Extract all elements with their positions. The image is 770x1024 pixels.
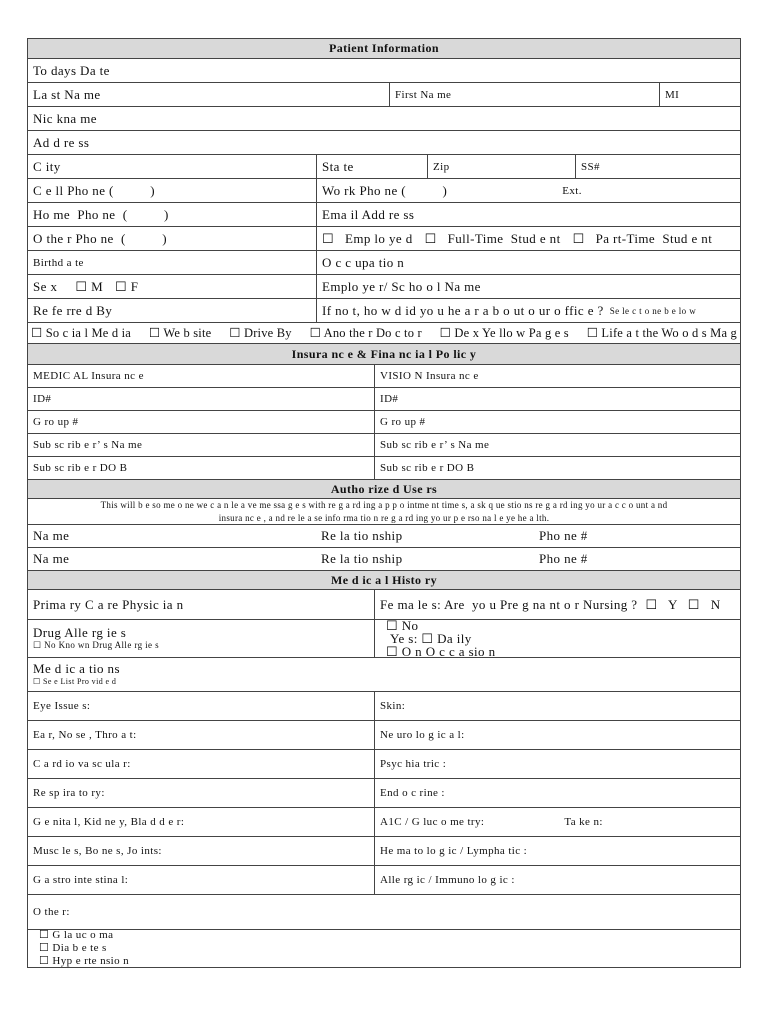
primary-care-row — [27, 590, 741, 620]
ent-neuro-row — [27, 721, 741, 750]
smoke-no-checkbox[interactable]: ☐ No — [386, 620, 419, 633]
sources-list — [28, 323, 740, 343]
cell-phone-row — [27, 179, 741, 203]
medical-subscriber-name-field[interactable]: Sub sc rib e r’ s Na me — [33, 439, 143, 451]
referred-row — [27, 299, 741, 323]
resp-endo-row — [27, 779, 741, 808]
pregnant-yes-checkbox[interactable]: ☐ Y — [645, 596, 678, 612]
nickname-field[interactable]: Nic kna me — [33, 110, 97, 126]
authorized-name-field[interactable]: Na me — [33, 551, 70, 566]
endocrine-field[interactable]: End o c rine : — [374, 779, 740, 807]
medical-id-field[interactable]: ID# — [33, 393, 52, 405]
drug-allergies-label: Drug Alle rg ie s — [33, 624, 127, 640]
smoke-daily-checkbox[interactable]: Ye s: ☐ Da ily — [390, 631, 472, 646]
sex-label: Se x — [33, 278, 58, 294]
address-row — [27, 131, 741, 155]
authorized-phone-field[interactable]: Pho ne # — [539, 551, 588, 566]
pregnancy-label: Fe ma le s: Are yo u Pre g na nt o r Nursing ? — [380, 596, 638, 612]
patient-form — [27, 38, 741, 968]
other-phone-row — [27, 227, 741, 251]
insurance-group-row — [27, 411, 741, 434]
authorized-note-row — [27, 499, 741, 525]
first-name-field[interactable]: First Na me — [389, 83, 659, 106]
authorized-relationship-field[interactable]: Re la tio nship — [321, 528, 403, 543]
pregnancy-field — [374, 590, 740, 619]
vision-id-field[interactable]: ID# — [374, 388, 740, 410]
employer-field[interactable]: Emplo ye r/ Sc ho o l Na me — [316, 275, 740, 298]
zip-field[interactable]: Zip — [427, 155, 575, 178]
todays-date-row — [27, 59, 741, 83]
medical-header-row — [27, 571, 741, 590]
patient-info-header-row — [27, 38, 741, 59]
occupation-field[interactable]: O c c upa tio n — [316, 251, 740, 274]
how-heard-label: If no t, ho w d id yo u he a r a b o ut o ur o ffic e ? — [322, 302, 604, 318]
medical-group-field[interactable]: G ro up # — [33, 416, 79, 428]
insurance-header: Insura nc e & Fina nc ia l Po lic y — [28, 344, 740, 364]
authorized-user-row-1 — [27, 525, 741, 548]
name-row — [27, 83, 741, 107]
subscriber-name-row — [27, 434, 741, 457]
pregnant-no-checkbox[interactable]: ☐ N — [687, 596, 721, 612]
family-history-field — [28, 930, 740, 967]
full-time-checkbox[interactable]: ☐ Full-Time Stud e nt — [424, 230, 561, 246]
select-one-label: Se le c t o ne b e lo w — [609, 305, 697, 316]
source-another-doctor-checkbox[interactable]: ☐ Ano the r Do c to r — [309, 326, 422, 340]
source-website-checkbox[interactable]: ☐ We b site — [148, 326, 212, 340]
cell-phone-field[interactable]: C e ll Pho ne ( ) — [33, 182, 155, 198]
authorized-header: Autho rize d Use rs — [28, 480, 740, 498]
source-social-media-checkbox[interactable]: ☐ So c ia l Me d ia — [31, 326, 132, 340]
authorized-phone-field[interactable]: Pho ne # — [539, 528, 588, 543]
subscriber-dob-row — [27, 457, 741, 480]
other-row — [27, 895, 741, 930]
muscles-hema-row — [27, 837, 741, 866]
respiratory-field[interactable]: Re sp ira to ry: — [33, 787, 105, 799]
vision-subscriber-dob-field[interactable]: Sub sc rib e r DO B — [374, 457, 740, 479]
vision-subscriber-name-field[interactable]: Sub sc rib e r’ s Na me — [374, 434, 740, 456]
muscles-field[interactable]: Musc le s, Bo ne s, Jo ints: — [33, 845, 162, 857]
home-phone-row — [27, 203, 741, 227]
city-row — [27, 155, 741, 179]
other-phone-field[interactable]: O the r Pho ne ( ) — [33, 230, 167, 246]
neurological-field[interactable]: Ne uro lo g ic a l: — [374, 721, 740, 749]
employed-checkbox[interactable]: ☐ Emp lo ye d — [322, 230, 413, 246]
birthdate-field[interactable]: Birthd a te — [33, 256, 84, 269]
email-field[interactable]: Ema il Add re ss — [316, 203, 740, 226]
allergies-row — [27, 620, 741, 658]
see-list-checkbox[interactable]: ☐ Se e List Pro vid e d — [33, 676, 117, 686]
family-glaucoma-checkbox[interactable]: ☐ G la uc o ma — [39, 930, 114, 941]
family-diabetes-checkbox[interactable]: ☐ Dia b e te s — [39, 942, 107, 954]
eye-skin-row — [27, 692, 741, 721]
work-phone-field[interactable] — [316, 179, 740, 202]
mi-field[interactable]: MI — [659, 83, 740, 106]
sex-f-checkbox[interactable]: ☐ F — [115, 278, 139, 294]
allergic-immunologic-field[interactable]: Alle rg ic / Immuno lo g ic : — [374, 866, 740, 894]
ss-field[interactable]: SS# — [575, 155, 740, 178]
medications-field[interactable] — [28, 658, 740, 691]
source-drive-by-checkbox[interactable]: ☐ Drive By — [229, 326, 292, 340]
address-field[interactable]: Ad d re ss — [33, 134, 90, 150]
smoke-occasion-checkbox[interactable]: ☐ O n O c c a sio n — [386, 644, 496, 657]
nickname-row — [27, 107, 741, 131]
authorized-name-field[interactable]: Na me — [33, 528, 70, 543]
hematologic-field[interactable]: He ma to lo g ic / Lympha tic : — [374, 837, 740, 865]
insurance-type-row — [27, 365, 741, 388]
drug-allergies-field[interactable] — [28, 620, 374, 657]
genital-a1c-row — [27, 808, 741, 837]
cardio-psych-row — [27, 750, 741, 779]
home-phone-field[interactable]: Ho me Pho ne ( ) — [33, 206, 169, 222]
a1c-label: A1C / G luc o me try: — [380, 816, 485, 828]
ext-label: Ext. — [562, 184, 582, 197]
gastrointestinal-field[interactable]: G a stro inte stina l: — [33, 874, 129, 886]
referred-by-field[interactable]: Re fe rre d By — [33, 302, 113, 318]
other-field[interactable]: O the r: — [33, 906, 70, 918]
authorized-user-row-2 — [27, 548, 741, 571]
medications-row — [27, 658, 741, 692]
genital-kidney-bladder-field[interactable]: G e nita l, Kid ne y, Bla d d e r: — [33, 816, 185, 828]
source-life-at-woods-checkbox[interactable]: ☐ Life a t the Wo o d s Ma g — [586, 326, 737, 340]
sex-m-checkbox[interactable]: ☐ M — [75, 278, 104, 294]
state-field[interactable]: Sta te — [316, 155, 427, 178]
source-dex-yellow-pages-checkbox[interactable]: ☐ De x Ye llo w Pa g e s — [439, 326, 569, 340]
how-heard-field — [316, 299, 740, 322]
skin-field[interactable]: Skin: — [374, 692, 740, 720]
taken-label: Ta ke n: — [564, 816, 603, 828]
part-time-checkbox[interactable]: ☐ Pa rt-Time Stud e nt — [572, 230, 713, 246]
psychiatric-field[interactable]: Psyc hia tric : — [374, 750, 740, 778]
authorized-note-line1: This will b e so me o ne we c a n le a ve me ssa g e s with re g a rd ing a p p o intme nt time s, a sk q ue stio ns re g a rd ing yo ur a c c o unt a nd — [100, 499, 668, 510]
gastro-allergic-row — [27, 866, 741, 895]
birthdate-row — [27, 251, 741, 275]
last-name-field[interactable]: La st Na me — [33, 86, 101, 102]
insurance-id-row — [27, 388, 741, 411]
medical-subscriber-dob-field[interactable]: Sub sc rib e r DO B — [33, 462, 128, 474]
primary-care-field[interactable]: Prima ry C a re Physic ia n — [33, 596, 184, 612]
family-history-row — [27, 930, 741, 968]
a1c-field[interactable] — [374, 808, 740, 836]
patient-info-header: Patient Information — [28, 39, 740, 58]
vision-insurance-field[interactable]: VISIO N Insura nc e — [374, 365, 740, 387]
employment-status — [316, 227, 740, 250]
no-known-allergies-checkbox[interactable]: ☐ No Kno wn Drug Alle rg ie s — [33, 639, 159, 650]
medical-insurance-field[interactable]: MEDIC AL Insura nc e — [33, 370, 144, 382]
sex-field — [28, 275, 316, 298]
vision-group-field[interactable]: G ro up # — [374, 411, 740, 433]
authorized-note — [28, 499, 740, 524]
authorized-relationship-field[interactable]: Re la tio nship — [321, 551, 403, 566]
sources-row — [27, 323, 741, 344]
medical-header: Me d ic a l Histo ry — [28, 571, 740, 589]
smoking-field — [374, 620, 740, 657]
ent-field[interactable]: Ea r, No se , Thro a t: — [33, 729, 137, 741]
authorized-note-line2: insura nc e , a nd re le a se info rma tio n re g a rd ing yo ur p e rso na l e ye he a lth. — [218, 512, 550, 523]
authorized-header-row — [27, 480, 741, 499]
sex-row — [27, 275, 741, 299]
insurance-header-row — [27, 344, 741, 365]
work-phone-label: Wo rk Pho ne ( ) — [322, 182, 448, 198]
todays-date-field[interactable]: To days Da te — [33, 62, 110, 78]
eye-issues-field[interactable]: Eye Issue s: — [33, 700, 91, 712]
family-hypertension-checkbox[interactable]: ☐ Hyp e rte nsio n — [39, 955, 130, 967]
cardiovascular-field[interactable]: C a rd io va sc ula r: — [33, 758, 131, 770]
city-field[interactable]: C ity — [33, 158, 61, 174]
medications-label: Me d ic a tio ns — [33, 660, 120, 676]
